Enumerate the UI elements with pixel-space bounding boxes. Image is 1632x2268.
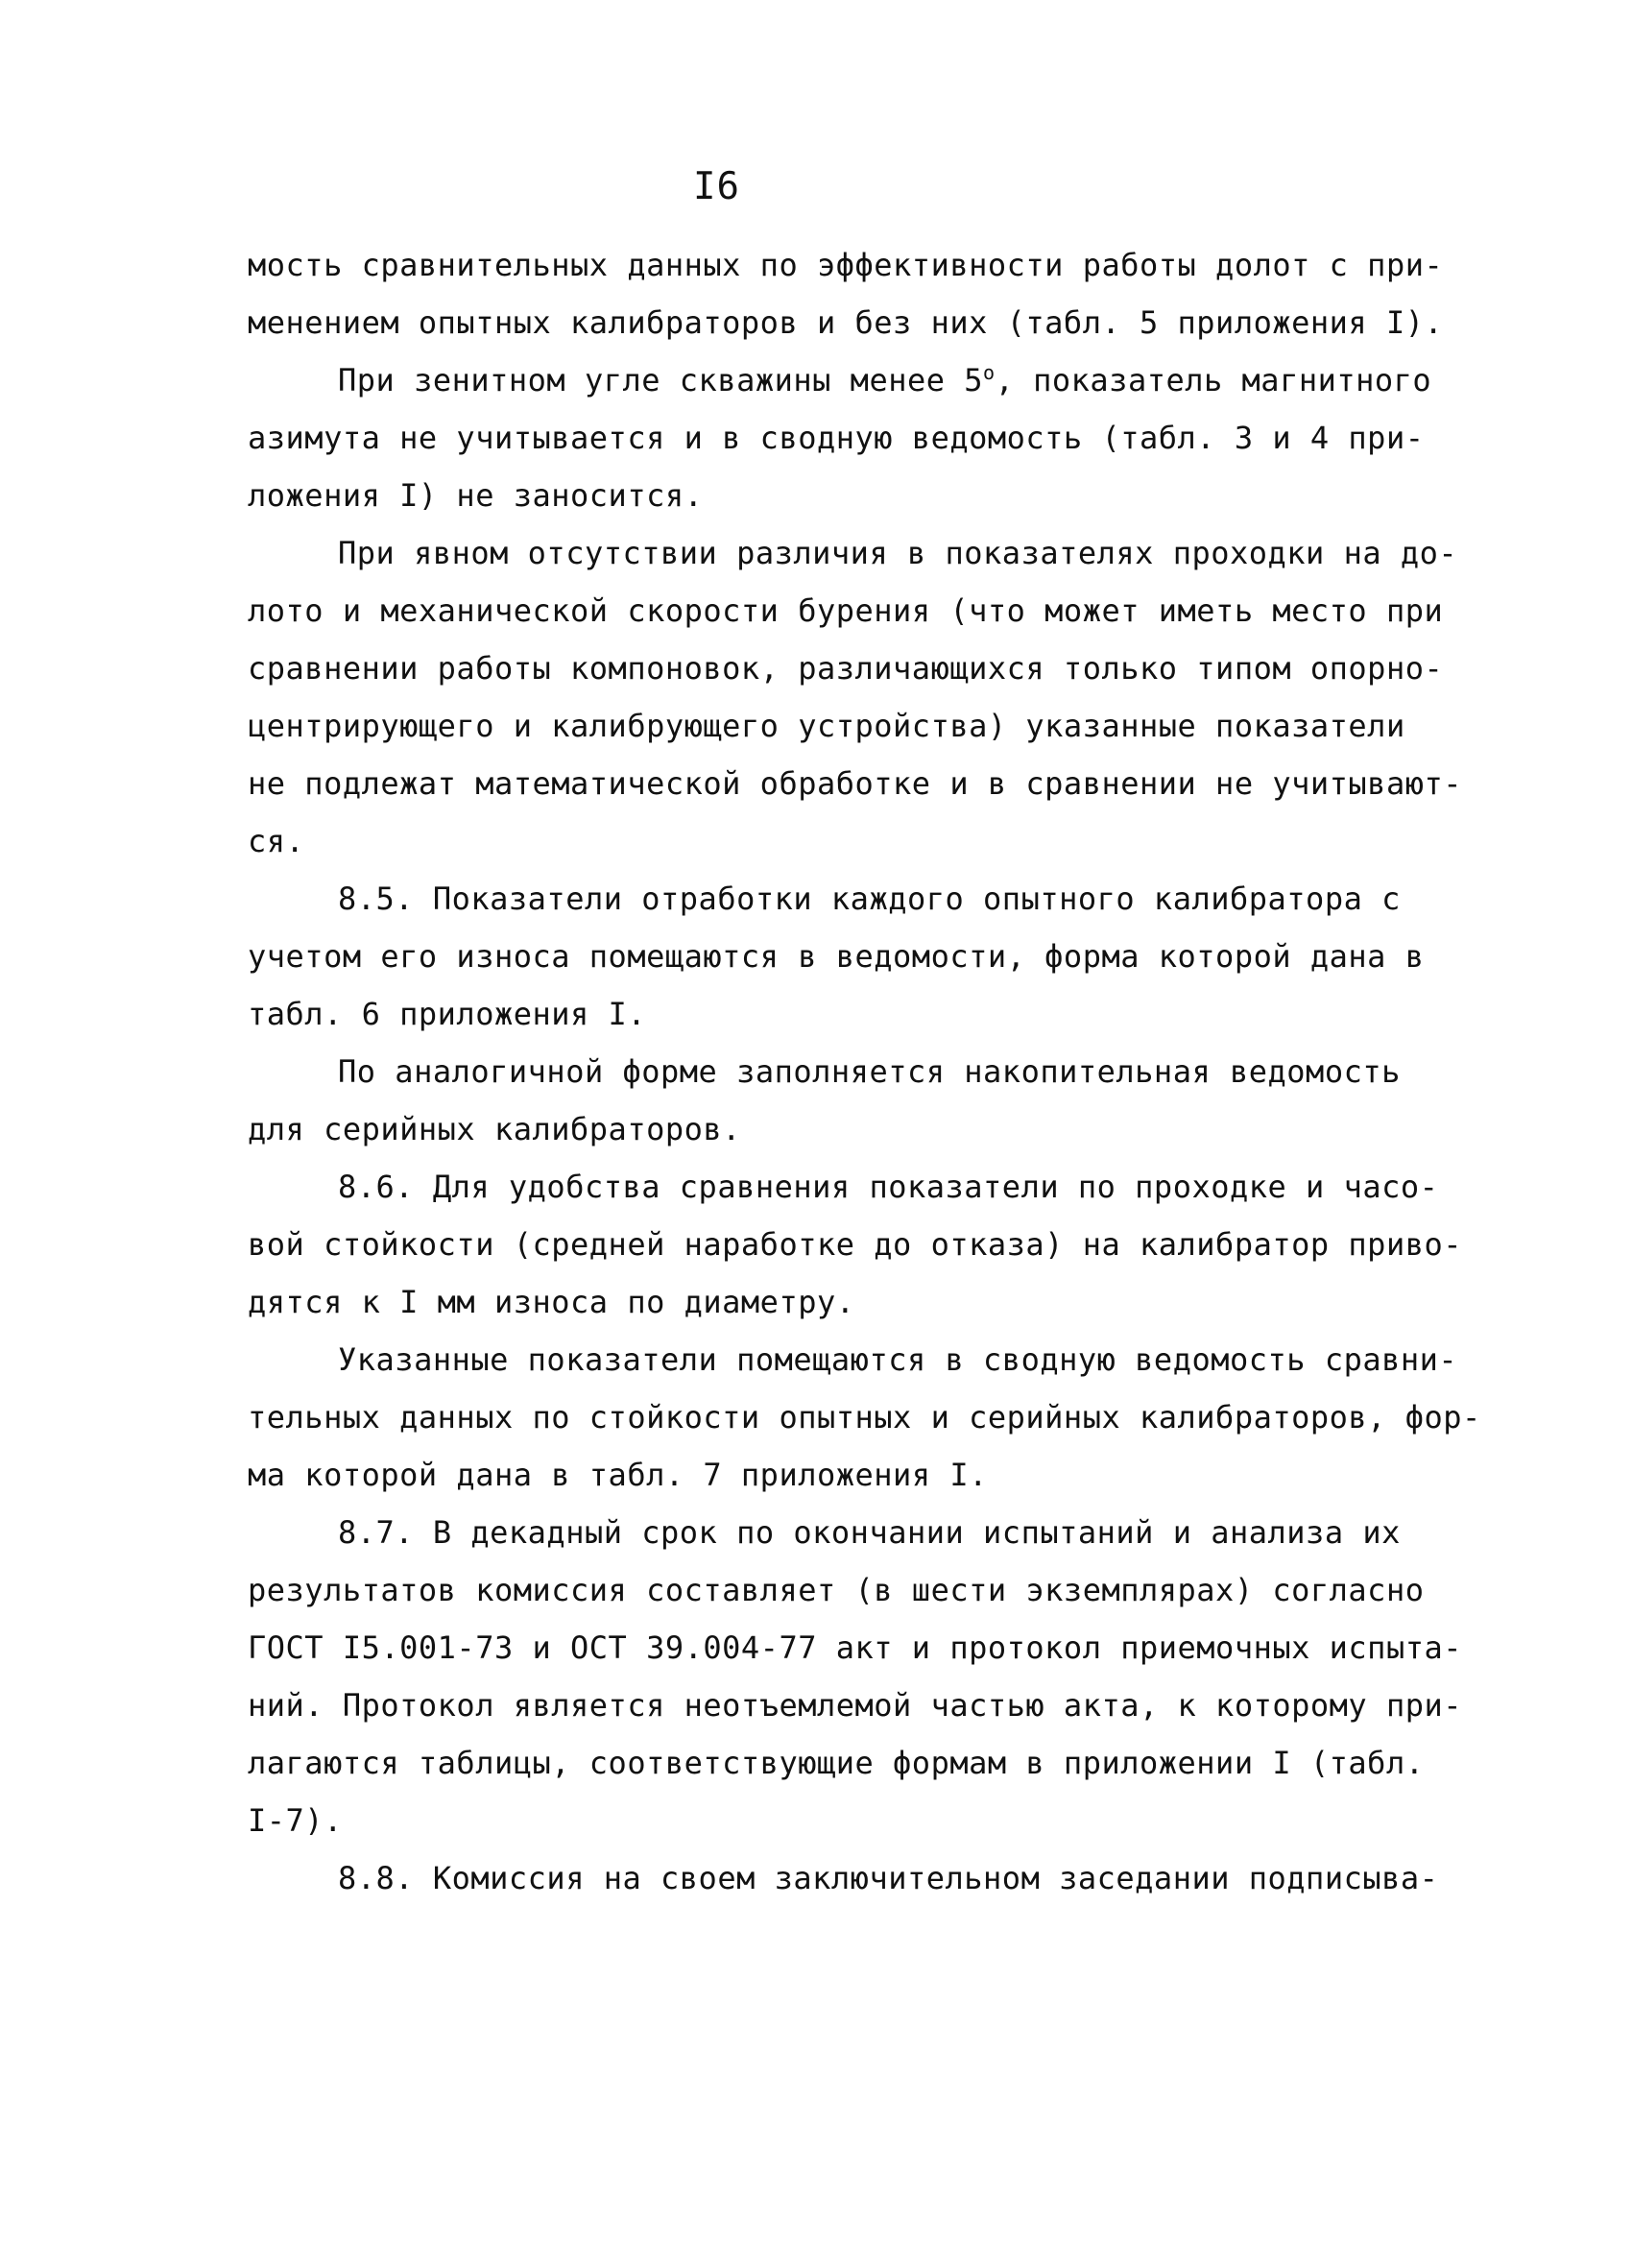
text-line: 8.8. Комиссия на своем заключительном заседании подписыва- xyxy=(338,1860,1439,1896)
text-line: азимута не учитывается и в сводную ведомость (табл. 3 и 4 при- xyxy=(248,420,1425,456)
text-line: ложения I) не заносится. xyxy=(248,477,704,514)
text-line: для серийных калибраторов. xyxy=(248,1111,741,1147)
degree-mark: о xyxy=(983,361,996,384)
text-line: ся. xyxy=(248,823,305,859)
text-line xyxy=(338,361,1431,399)
text-line: дятся к I мм износа по диаметру. xyxy=(248,1284,855,1320)
text-line: 8.5. Показатели отработки каждого опытного калибратора с xyxy=(338,881,1401,917)
text-line: ма которой дана в табл. 7 приложения I. xyxy=(248,1457,988,1493)
text-line: При явном отсутствии различия в показателях проходки на до- xyxy=(338,535,1458,571)
text-line: сравнении работы компоновок, различающихся только типом опорно- xyxy=(248,650,1444,687)
text-line: По аналогичной форме заполняется накопительная ведомость xyxy=(338,1053,1401,1090)
page-number: I6 xyxy=(693,165,740,208)
text-line: 8.7. В декадный срок по окончании испытаний и анализа их xyxy=(338,1514,1401,1551)
text-line: табл. 6 приложения I. xyxy=(248,996,647,1032)
text-line: лото и механической скорости бурения (что может иметь место при xyxy=(248,592,1444,629)
text-line: тельных данных по стойкости опытных и серийных калибраторов, фор- xyxy=(248,1399,1481,1436)
text-line: I-7). xyxy=(248,1802,343,1839)
text-line: менением опытных калибраторов и без них (табл. 5 приложения I). xyxy=(248,304,1444,341)
text-line: центрирующего и калибрующего устройства) указанные показатели xyxy=(248,708,1405,744)
text-line: результатов комиссия составляет (в шести экземплярах) согласно xyxy=(248,1572,1425,1608)
text-line: ГОСТ I5.001-73 и ОСТ 39.004-77 акт и протокол приемочных испыта- xyxy=(248,1629,1462,1666)
text-line: Указанные показатели помещаются в сводную ведомость сравни- xyxy=(338,1341,1458,1378)
text-line: не подлежат математической обработке и в сравнении не учитывают- xyxy=(248,765,1462,802)
text-line: 8.6. Для удобства сравнения показатели по проходке и часо- xyxy=(338,1169,1439,1205)
text-fragment: При зенитном угле скважины менее 5 xyxy=(338,362,984,398)
text-line: учетом его износа помещаются в ведомости, форма которой дана в xyxy=(248,938,1425,975)
text-line: ний. Протокол является неотъемлемой частью акта, к которому при- xyxy=(248,1687,1462,1724)
text-line: лагаются таблицы, соответствующие формам в приложении I (табл. xyxy=(248,1745,1425,1781)
text-line: вой стойкости (средней наработке до отказа) на калибратор приво- xyxy=(248,1226,1462,1263)
text-line: мость сравнительных данных по эффективности работы долот с при- xyxy=(248,247,1444,283)
text-fragment: , показатель магнитного xyxy=(995,362,1432,398)
